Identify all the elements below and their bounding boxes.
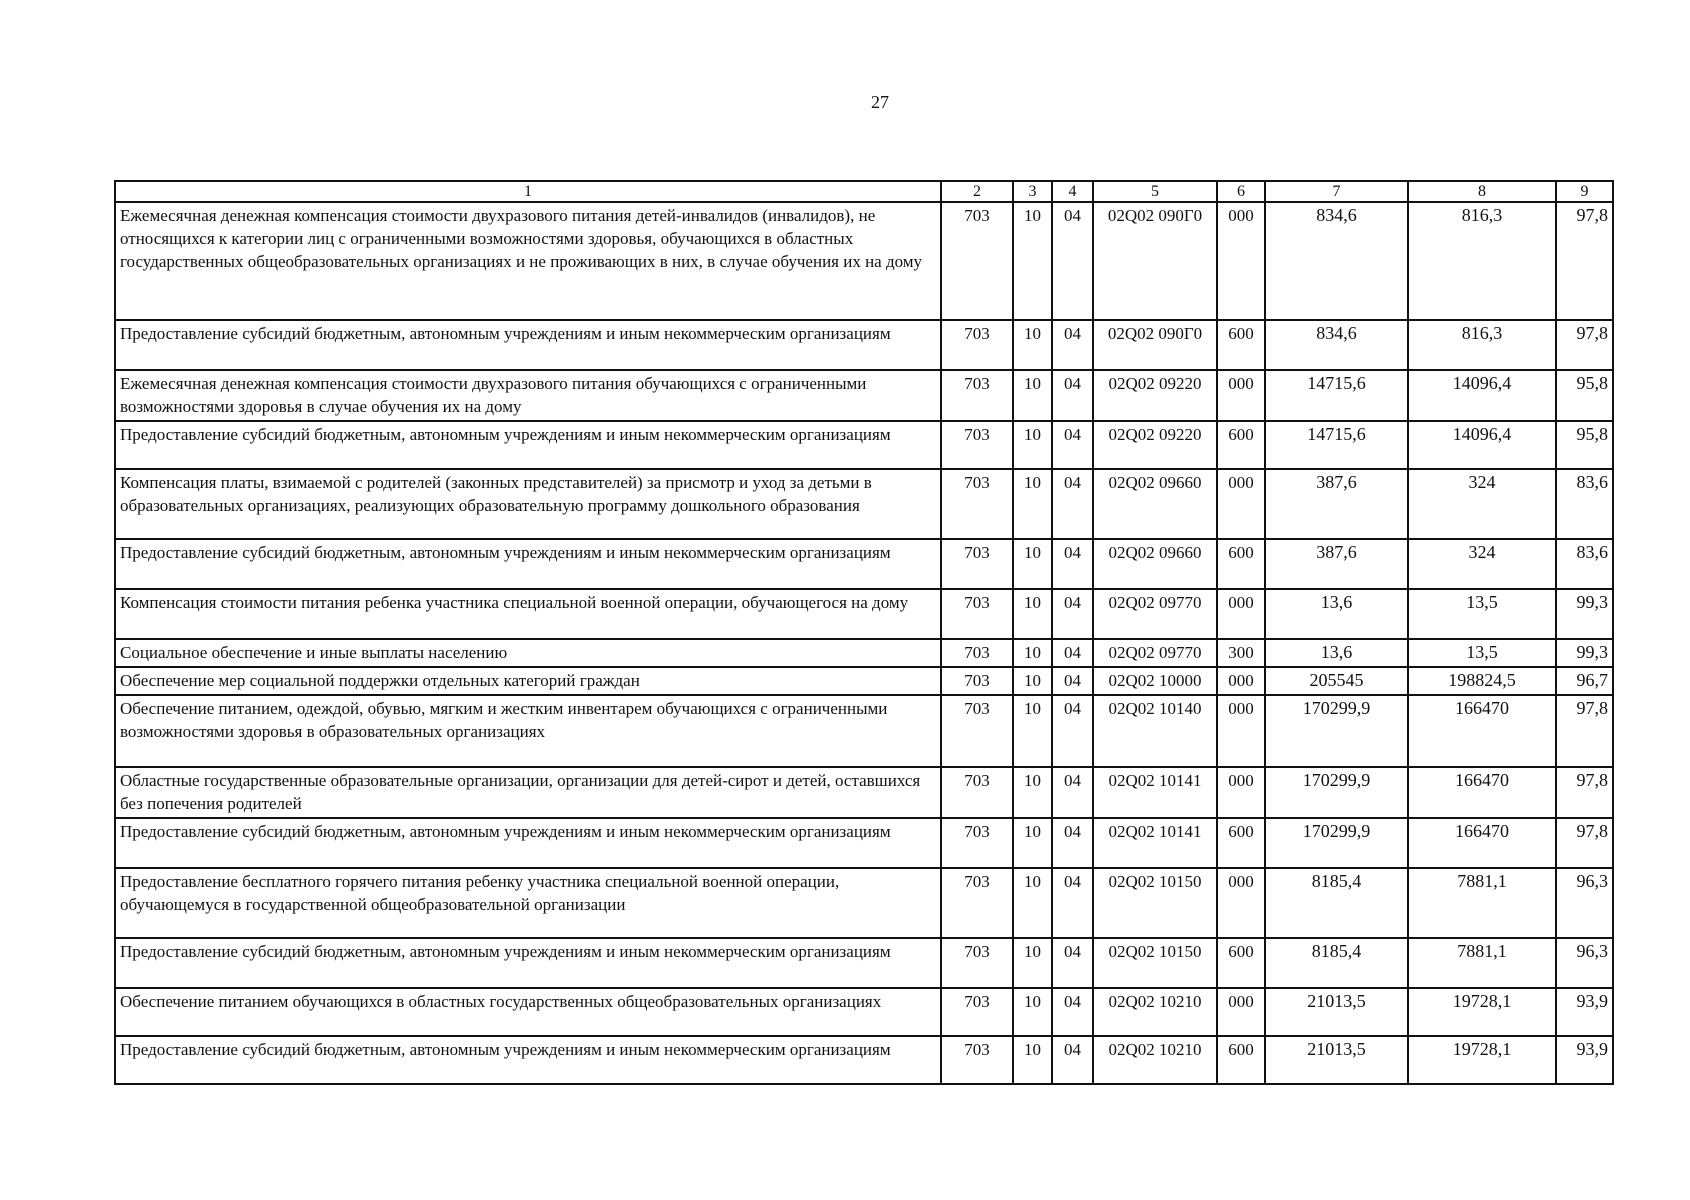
row-name: Обеспечение мер социальной поддержки отдельных категорий граждан (115, 667, 941, 695)
cell-item: 04 (1052, 421, 1093, 469)
cell-section: 703 (941, 639, 1013, 667)
cell-expense-type: 600 (1217, 938, 1265, 988)
cell-target-article: 02Q02 09220 (1093, 421, 1217, 469)
cell-target-article: 02Q02 09660 (1093, 539, 1217, 589)
cell-item: 04 (1052, 988, 1093, 1036)
cell-percent: 99,3 (1556, 639, 1613, 667)
cell-planned: 387,6 (1265, 539, 1408, 589)
cell-target-article: 02Q02 09770 (1093, 639, 1217, 667)
cell-section: 703 (941, 818, 1013, 868)
cell-percent: 96,3 (1556, 868, 1613, 938)
cell-percent: 83,6 (1556, 539, 1613, 589)
cell-subsection: 10 (1013, 695, 1052, 767)
cell-item: 04 (1052, 868, 1093, 938)
cell-executed: 13,5 (1408, 589, 1556, 639)
cell-subsection: 10 (1013, 589, 1052, 639)
cell-executed: 166470 (1408, 767, 1556, 818)
cell-target-article: 02Q02 09770 (1093, 589, 1217, 639)
cell-expense-type: 000 (1217, 589, 1265, 639)
cell-expense-type: 000 (1217, 767, 1265, 818)
cell-target-article: 02Q02 09660 (1093, 469, 1217, 539)
cell-item: 04 (1052, 469, 1093, 539)
cell-section: 703 (941, 938, 1013, 988)
cell-section: 703 (941, 370, 1013, 421)
cell-planned: 834,6 (1265, 202, 1408, 320)
column-header: 4 (1052, 181, 1093, 202)
cell-subsection: 10 (1013, 421, 1052, 469)
cell-expense-type: 000 (1217, 695, 1265, 767)
column-header: 8 (1408, 181, 1556, 202)
row-name: Обеспечение питанием, одеждой, обувью, мягким и жестким инвентарем обучающихся с ограниченными возможностями здоровья в образовательных организациях (115, 695, 941, 767)
row-name: Предоставление субсидий бюджетным, автономным учреждениям и иным некоммерческим организациям (115, 938, 941, 988)
cell-subsection: 10 (1013, 320, 1052, 370)
cell-percent: 97,8 (1556, 202, 1613, 320)
cell-section: 703 (941, 320, 1013, 370)
row-name: Предоставление субсидий бюджетным, автономным учреждениям и иным некоммерческим организациям (115, 818, 941, 868)
table-row (115, 539, 1613, 589)
cell-section: 703 (941, 868, 1013, 938)
cell-target-article: 02Q02 10150 (1093, 938, 1217, 988)
table-row (115, 695, 1613, 767)
table-row (115, 202, 1613, 320)
cell-target-article: 02Q02 09220 (1093, 370, 1217, 421)
cell-percent: 97,8 (1556, 320, 1613, 370)
cell-section: 703 (941, 767, 1013, 818)
cell-executed: 324 (1408, 469, 1556, 539)
table-row (115, 667, 1613, 695)
cell-subsection: 10 (1013, 938, 1052, 988)
row-name: Обеспечение питанием обучающихся в областных государственных общеобразовательных организациях (115, 988, 941, 1036)
table-row (115, 421, 1613, 469)
column-header: 1 (115, 181, 941, 202)
cell-planned: 170299,9 (1265, 818, 1408, 868)
cell-executed: 166470 (1408, 695, 1556, 767)
cell-section: 703 (941, 667, 1013, 695)
cell-item: 04 (1052, 818, 1093, 868)
cell-planned: 205545 (1265, 667, 1408, 695)
cell-item: 04 (1052, 695, 1093, 767)
row-name: Ежемесячная денежная компенсация стоимости двухразового питания обучающихся с ограниченными возможностями здоровья в случае обучения их на дому (115, 370, 941, 421)
cell-executed: 19728,1 (1408, 988, 1556, 1036)
row-name: Компенсация стоимости питания ребенка участника специальной военной операции, обучающегося на дому (115, 589, 941, 639)
cell-item: 04 (1052, 667, 1093, 695)
cell-percent: 97,8 (1556, 767, 1613, 818)
cell-item: 04 (1052, 639, 1093, 667)
cell-percent: 95,8 (1556, 370, 1613, 421)
cell-target-article: 02Q02 090Г0 (1093, 202, 1217, 320)
cell-planned: 170299,9 (1265, 767, 1408, 818)
cell-percent: 95,8 (1556, 421, 1613, 469)
row-name: Социальное обеспечение и иные выплаты населению (115, 639, 941, 667)
cell-target-article: 02Q02 10210 (1093, 1036, 1217, 1084)
page-number: 27 (871, 92, 889, 112)
cell-subsection: 10 (1013, 639, 1052, 667)
cell-executed: 816,3 (1408, 320, 1556, 370)
cell-expense-type: 600 (1217, 421, 1265, 469)
cell-item: 04 (1052, 1036, 1093, 1084)
cell-percent: 93,9 (1556, 1036, 1613, 1084)
cell-percent: 96,3 (1556, 938, 1613, 988)
cell-item: 04 (1052, 320, 1093, 370)
cell-item: 04 (1052, 539, 1093, 589)
cell-executed: 14096,4 (1408, 370, 1556, 421)
cell-executed: 324 (1408, 539, 1556, 589)
cell-percent: 99,3 (1556, 589, 1613, 639)
cell-planned: 21013,5 (1265, 988, 1408, 1036)
table-row (115, 767, 1613, 818)
row-name: Компенсация платы, взимаемой с родителей (законных представителей) за присмотр и уход за детьми в образовательных организациях, реализующих образовательную программу дошкольного образования (115, 469, 941, 539)
cell-expense-type: 000 (1217, 667, 1265, 695)
cell-percent: 93,9 (1556, 988, 1613, 1036)
cell-target-article: 02Q02 10000 (1093, 667, 1217, 695)
cell-item: 04 (1052, 589, 1093, 639)
cell-target-article: 02Q02 10141 (1093, 818, 1217, 868)
cell-subsection: 10 (1013, 469, 1052, 539)
cell-expense-type: 000 (1217, 202, 1265, 320)
column-number-row (115, 181, 1613, 202)
cell-executed: 13,5 (1408, 639, 1556, 667)
table-row (115, 320, 1613, 370)
cell-expense-type: 000 (1217, 469, 1265, 539)
cell-expense-type: 600 (1217, 320, 1265, 370)
cell-expense-type: 300 (1217, 639, 1265, 667)
cell-subsection: 10 (1013, 988, 1052, 1036)
column-header: 2 (941, 181, 1013, 202)
cell-item: 04 (1052, 938, 1093, 988)
cell-executed: 14096,4 (1408, 421, 1556, 469)
cell-section: 703 (941, 469, 1013, 539)
cell-target-article: 02Q02 090Г0 (1093, 320, 1217, 370)
cell-subsection: 10 (1013, 818, 1052, 868)
cell-planned: 14715,6 (1265, 421, 1408, 469)
row-name: Областные государственные образовательные организации, организации для детей-сирот и детей, оставшихся без попечения родителей (115, 767, 941, 818)
column-header: 9 (1556, 181, 1613, 202)
row-name: Предоставление бесплатного горячего питания ребенку участника специальной военной операции, обучающемуся в государственной общеобразовательной организации (115, 868, 941, 938)
cell-subsection: 10 (1013, 767, 1052, 818)
column-header: 7 (1265, 181, 1408, 202)
table-row (115, 1036, 1613, 1084)
cell-item: 04 (1052, 767, 1093, 818)
cell-planned: 21013,5 (1265, 1036, 1408, 1084)
cell-planned: 387,6 (1265, 469, 1408, 539)
cell-percent: 97,8 (1556, 818, 1613, 868)
cell-section: 703 (941, 988, 1013, 1036)
cell-executed: 19728,1 (1408, 1036, 1556, 1084)
cell-section: 703 (941, 539, 1013, 589)
column-header: 5 (1093, 181, 1217, 202)
cell-target-article: 02Q02 10140 (1093, 695, 1217, 767)
table-row (115, 818, 1613, 868)
cell-planned: 14715,6 (1265, 370, 1408, 421)
cell-section: 703 (941, 695, 1013, 767)
cell-expense-type: 000 (1217, 868, 1265, 938)
cell-target-article: 02Q02 10141 (1093, 767, 1217, 818)
cell-target-article: 02Q02 10210 (1093, 988, 1217, 1036)
row-name: Предоставление субсидий бюджетным, автономным учреждениям и иным некоммерческим организациям (115, 320, 941, 370)
cell-subsection: 10 (1013, 539, 1052, 589)
cell-target-article: 02Q02 10150 (1093, 868, 1217, 938)
cell-subsection: 10 (1013, 202, 1052, 320)
cell-item: 04 (1052, 202, 1093, 320)
column-header: 3 (1013, 181, 1052, 202)
cell-executed: 7881,1 (1408, 868, 1556, 938)
column-header: 6 (1217, 181, 1265, 202)
cell-executed: 7881,1 (1408, 938, 1556, 988)
table-row (115, 370, 1613, 421)
cell-expense-type: 600 (1217, 818, 1265, 868)
cell-subsection: 10 (1013, 1036, 1052, 1084)
cell-executed: 198824,5 (1408, 667, 1556, 695)
cell-planned: 13,6 (1265, 589, 1408, 639)
cell-planned: 8185,4 (1265, 868, 1408, 938)
cell-executed: 816,3 (1408, 202, 1556, 320)
cell-section: 703 (941, 1036, 1013, 1084)
row-name: Предоставление субсидий бюджетным, автономным учреждениям и иным некоммерческим организациям (115, 421, 941, 469)
cell-planned: 170299,9 (1265, 695, 1408, 767)
table-row (115, 988, 1613, 1036)
cell-subsection: 10 (1013, 868, 1052, 938)
table-row (115, 469, 1613, 539)
cell-executed: 166470 (1408, 818, 1556, 868)
cell-item: 04 (1052, 370, 1093, 421)
cell-expense-type: 600 (1217, 1036, 1265, 1084)
cell-expense-type: 600 (1217, 539, 1265, 589)
table-row (115, 938, 1613, 988)
cell-planned: 13,6 (1265, 639, 1408, 667)
budget-table (114, 180, 1614, 1085)
cell-subsection: 10 (1013, 667, 1052, 695)
table-row (115, 639, 1613, 667)
table-row (115, 589, 1613, 639)
cell-subsection: 10 (1013, 370, 1052, 421)
cell-percent: 97,8 (1556, 695, 1613, 767)
row-name: Предоставление субсидий бюджетным, автономным учреждениям и иным некоммерческим организациям (115, 539, 941, 589)
row-name: Ежемесячная денежная компенсация стоимости двухразового питания детей-инвалидов (инвалидов), не относящихся к категории лиц с ограниченными возможностями здоровья, обучающихся в областных государственных общеобразовательных организациях и не проживающих в них, в случае обучения их на дому (115, 202, 941, 320)
cell-percent: 96,7 (1556, 667, 1613, 695)
cell-planned: 834,6 (1265, 320, 1408, 370)
cell-section: 703 (941, 589, 1013, 639)
table-row (115, 868, 1613, 938)
cell-section: 703 (941, 421, 1013, 469)
cell-percent: 83,6 (1556, 469, 1613, 539)
row-name: Предоставление субсидий бюджетным, автономным учреждениям и иным некоммерческим организациям (115, 1036, 941, 1084)
cell-planned: 8185,4 (1265, 938, 1408, 988)
cell-section: 703 (941, 202, 1013, 320)
cell-expense-type: 000 (1217, 370, 1265, 421)
cell-expense-type: 000 (1217, 988, 1265, 1036)
